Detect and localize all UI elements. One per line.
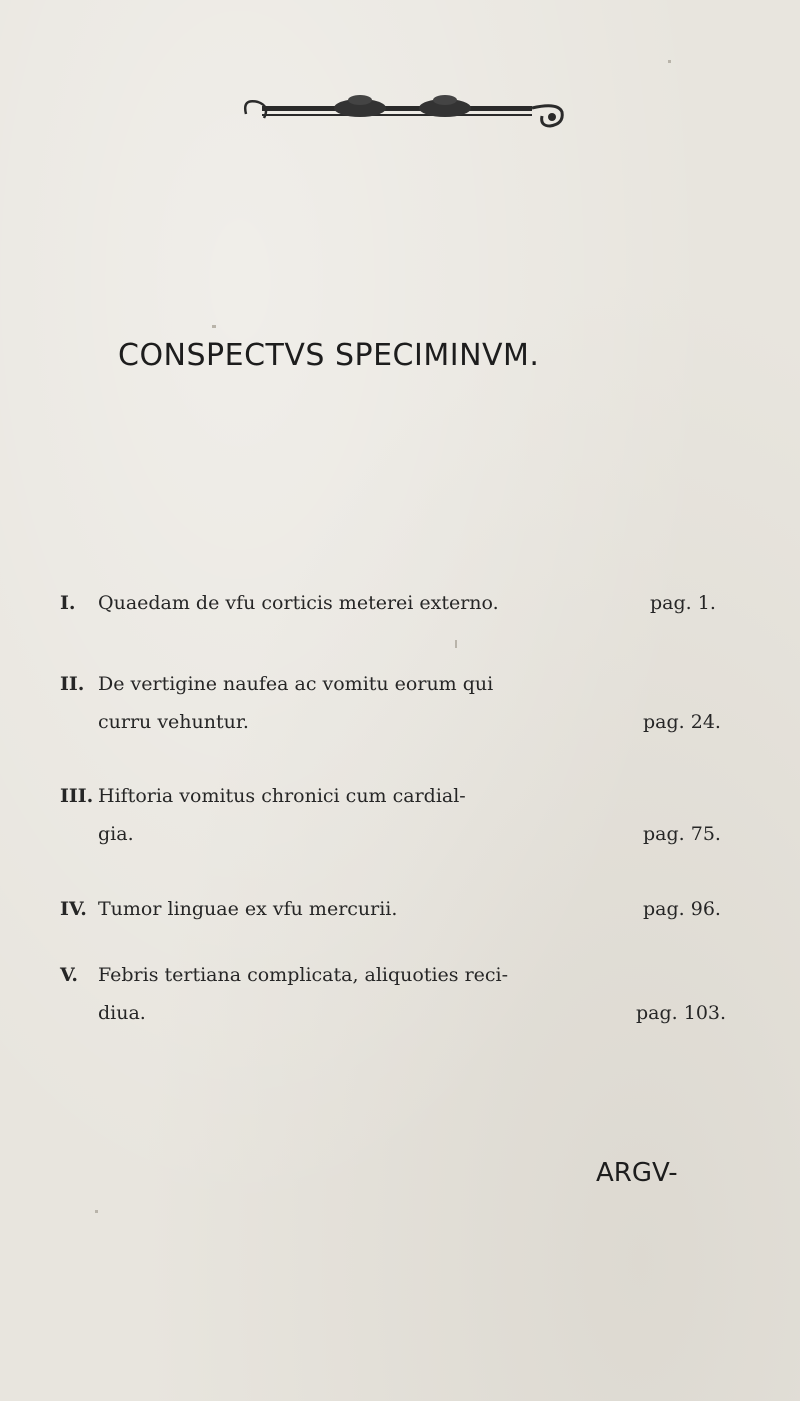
- entry-text: Quaedam de vfu corticis meterei externo.: [98, 592, 499, 614]
- entry-page-ref: pag. 96.: [643, 898, 721, 920]
- entry-text: Febris tertiana complicata, aliquoties reci-: [98, 964, 509, 986]
- contents-entry-5: [60, 964, 740, 1034]
- entry-text-continued: gia.: [98, 823, 134, 845]
- entry-number: IV.: [60, 898, 87, 920]
- contents-entry-3: [60, 785, 740, 855]
- entry-number: III.: [60, 785, 94, 807]
- contents-entry-1: [60, 592, 740, 622]
- catchword: ARGV-: [596, 1158, 678, 1188]
- entry-page-ref: pag. 103.: [636, 1002, 727, 1024]
- paper-speck: [95, 1210, 98, 1213]
- entry-page-ref: pag. 1.: [650, 592, 716, 614]
- page-title: CONSPECTVS SPECIMINVM.: [118, 338, 540, 373]
- entry-text: Hiftoria vomitus chronici cum cardial-: [98, 785, 466, 807]
- entry-number: II.: [60, 673, 85, 695]
- entry-number: V.: [60, 964, 79, 986]
- paper-speck: [668, 60, 671, 63]
- entry-text-continued: curru vehuntur.: [98, 711, 249, 733]
- entry-page-ref: pag. 24.: [643, 711, 721, 733]
- contents-entry-4: [60, 898, 740, 928]
- entry-page-ref: pag. 75.: [643, 823, 721, 845]
- entry-text: De vertigine naufea ac vomitu eorum qui: [98, 673, 494, 695]
- paper-speck: [212, 325, 216, 328]
- paper-speck: [455, 640, 457, 648]
- entry-number: I.: [60, 592, 76, 614]
- entry-text: Tumor linguae ex vfu mercurii.: [98, 898, 398, 920]
- contents-entry-2: [60, 673, 740, 743]
- decorative-ornament-band: [240, 88, 570, 132]
- entry-text-continued: diua.: [98, 1002, 146, 1024]
